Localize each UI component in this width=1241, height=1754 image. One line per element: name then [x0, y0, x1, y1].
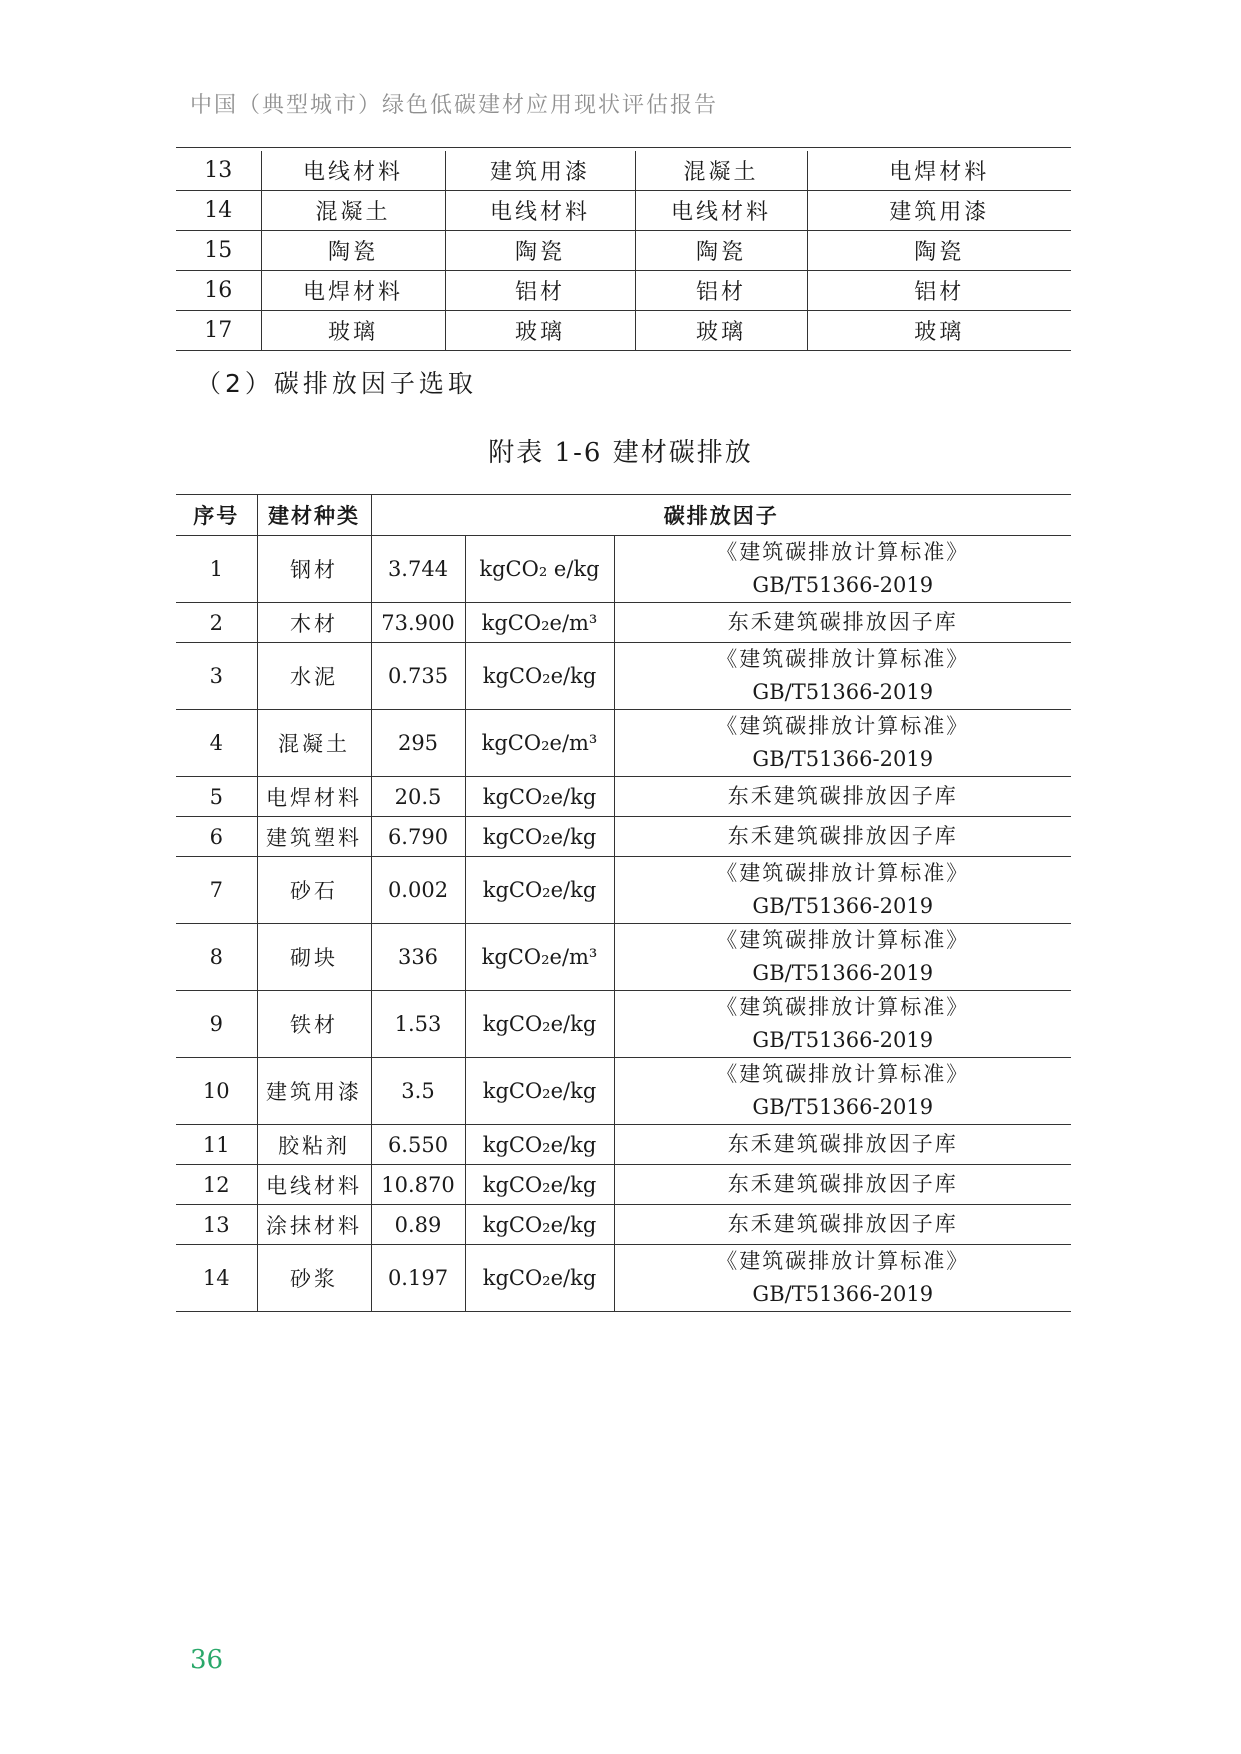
value-cell: 295 [371, 710, 465, 777]
source-cell [614, 1058, 1071, 1125]
source-standard-code: GB/T51366-2019 [752, 961, 934, 985]
header-factor: 碳排放因子 [371, 495, 1071, 536]
source-cell [614, 643, 1071, 710]
table-row [176, 536, 1071, 603]
unit-cell: kgCO₂e/m³ [465, 924, 614, 991]
source-name: 《建筑碳排放计算标准》 [716, 647, 970, 671]
source-name: 东禾建筑碳排放因子库 [727, 784, 958, 808]
value-cell: 1.53 [371, 991, 465, 1058]
unit-cell: kgCO₂e/kg [465, 1245, 614, 1312]
material-cell: 木材 [257, 603, 371, 643]
rank-cell: 17 [176, 311, 261, 351]
material-cell: 混凝土 [257, 710, 371, 777]
source-cell [614, 857, 1071, 924]
unit-cell: kgCO₂e/kg [465, 991, 614, 1058]
source-standard-code: GB/T51366-2019 [752, 1028, 934, 1052]
material-cell: 电焊材料 [807, 151, 1071, 191]
table-row [176, 1165, 1071, 1205]
source-name: 东禾建筑碳排放因子库 [727, 610, 958, 634]
table-row [176, 643, 1071, 710]
material-cell: 建筑用漆 [257, 1058, 371, 1125]
unit-cell: kgCO₂e/kg [465, 857, 614, 924]
table-row [176, 777, 1071, 817]
table-row [176, 151, 1071, 191]
unit-cell: kgCO₂e/kg [465, 1058, 614, 1125]
unit-cell: kgCO₂e/kg [465, 777, 614, 817]
table-row [176, 603, 1071, 643]
material-cell: 铝材 [635, 271, 807, 311]
material-cell: 玻璃 [445, 311, 635, 351]
value-cell: 10.870 [371, 1165, 465, 1205]
value-cell: 6.550 [371, 1125, 465, 1165]
source-cell [614, 817, 1071, 857]
source-standard-code: GB/T51366-2019 [752, 680, 934, 704]
source-name: 《建筑碳排放计算标准》 [716, 1249, 970, 1273]
unit-cell: kgCO₂e/kg [465, 1205, 614, 1245]
source-cell [614, 777, 1071, 817]
index-cell: 12 [176, 1165, 257, 1205]
table-row [176, 991, 1071, 1058]
index-cell: 8 [176, 924, 257, 991]
material-cell: 玻璃 [807, 311, 1071, 351]
page-number: 36 [190, 1645, 224, 1675]
material-cell: 涂抹材料 [257, 1205, 371, 1245]
material-cell: 电焊材料 [261, 271, 445, 311]
rank-cell: 14 [176, 191, 261, 231]
material-cell: 混凝土 [261, 191, 445, 231]
material-cell: 水泥 [257, 643, 371, 710]
material-cell: 胶粘剂 [257, 1125, 371, 1165]
material-cell: 砂浆 [257, 1245, 371, 1312]
material-cell: 陶瓷 [445, 231, 635, 271]
table-caption: 附表 1-6 建材碳排放 [488, 438, 753, 468]
material-ranking-table-continued [176, 151, 1071, 351]
running-header: 中国（典型城市）绿色低碳建材应用现状评估报告 [190, 93, 719, 118]
material-cell: 电线材料 [445, 191, 635, 231]
table-row [176, 271, 1071, 311]
table-row [176, 857, 1071, 924]
index-cell: 1 [176, 536, 257, 603]
value-cell: 3.5 [371, 1058, 465, 1125]
source-name: 《建筑碳排放计算标准》 [716, 861, 970, 885]
source-cell [614, 1125, 1071, 1165]
source-name: 东禾建筑碳排放因子库 [727, 1172, 958, 1196]
source-cell [614, 991, 1071, 1058]
material-cell: 电线材料 [257, 1165, 371, 1205]
unit-cell: kgCO₂e/kg [465, 643, 614, 710]
index-cell: 6 [176, 817, 257, 857]
index-cell: 9 [176, 991, 257, 1058]
section-subheading: （2）碳排放因子选取 [196, 369, 477, 398]
index-cell: 7 [176, 857, 257, 924]
source-cell [614, 1165, 1071, 1205]
source-name: 《建筑碳排放计算标准》 [716, 714, 970, 738]
value-cell: 6.790 [371, 817, 465, 857]
material-cell: 陶瓷 [635, 231, 807, 271]
material-cell: 建筑用漆 [445, 151, 635, 191]
source-standard-code: GB/T51366-2019 [752, 894, 934, 918]
table-row [176, 817, 1071, 857]
value-cell: 0.89 [371, 1205, 465, 1245]
source-name: 《建筑碳排放计算标准》 [716, 995, 970, 1019]
index-cell: 3 [176, 643, 257, 710]
value-cell: 0.197 [371, 1245, 465, 1312]
source-cell [614, 710, 1071, 777]
material-cell: 陶瓷 [807, 231, 1071, 271]
unit-cell: kgCO₂e/kg [465, 1125, 614, 1165]
material-cell: 钢材 [257, 536, 371, 603]
index-cell: 10 [176, 1058, 257, 1125]
table-row [176, 1245, 1071, 1312]
source-name: 《建筑碳排放计算标准》 [716, 928, 970, 952]
source-standard-code: GB/T51366-2019 [752, 747, 934, 771]
table-header-row [176, 495, 1071, 536]
unit-cell: kgCO₂e/m³ [465, 603, 614, 643]
material-cell: 砂石 [257, 857, 371, 924]
source-name: 《建筑碳排放计算标准》 [716, 540, 970, 564]
material-cell: 建筑塑料 [257, 817, 371, 857]
material-cell: 铁材 [257, 991, 371, 1058]
rank-cell: 13 [176, 151, 261, 191]
table-row [176, 311, 1071, 351]
value-cell: 20.5 [371, 777, 465, 817]
source-cell [614, 924, 1071, 991]
unit-cell: kgCO₂ e/kg [465, 536, 614, 603]
source-cell [614, 536, 1071, 603]
header-rule [176, 147, 1071, 148]
source-standard-code: GB/T51366-2019 [752, 573, 934, 597]
index-cell: 4 [176, 710, 257, 777]
value-cell: 73.900 [371, 603, 465, 643]
rank-cell: 15 [176, 231, 261, 271]
unit-cell: kgCO₂e/kg [465, 1165, 614, 1205]
unit-cell: kgCO₂e/kg [465, 817, 614, 857]
source-cell [614, 603, 1071, 643]
material-cell: 电线材料 [635, 191, 807, 231]
index-cell: 14 [176, 1245, 257, 1312]
carbon-emission-factor-table [176, 494, 1071, 1312]
table-row [176, 1125, 1071, 1165]
value-cell: 3.744 [371, 536, 465, 603]
index-cell: 11 [176, 1125, 257, 1165]
table-row [176, 924, 1071, 991]
index-cell: 2 [176, 603, 257, 643]
table-row [176, 231, 1071, 271]
material-cell: 铝材 [445, 271, 635, 311]
value-cell: 0.002 [371, 857, 465, 924]
table-row [176, 710, 1071, 777]
table-row [176, 1205, 1071, 1245]
material-cell: 混凝土 [635, 151, 807, 191]
material-cell: 电线材料 [261, 151, 445, 191]
value-cell: 0.735 [371, 643, 465, 710]
table-row [176, 1058, 1071, 1125]
index-cell: 13 [176, 1205, 257, 1245]
material-cell: 铝材 [807, 271, 1071, 311]
material-cell: 玻璃 [261, 311, 445, 351]
material-cell: 玻璃 [635, 311, 807, 351]
source-name: 东禾建筑碳排放因子库 [727, 824, 958, 848]
table-row [176, 191, 1071, 231]
value-cell: 336 [371, 924, 465, 991]
source-standard-code: GB/T51366-2019 [752, 1095, 934, 1119]
header-material: 建材种类 [257, 495, 371, 536]
source-name: 《建筑碳排放计算标准》 [716, 1062, 970, 1086]
material-cell: 陶瓷 [261, 231, 445, 271]
source-standard-code: GB/T51366-2019 [752, 1282, 934, 1306]
header-index: 序号 [176, 495, 257, 536]
material-cell: 电焊材料 [257, 777, 371, 817]
source-cell [614, 1205, 1071, 1245]
source-cell [614, 1245, 1071, 1312]
source-name: 东禾建筑碳排放因子库 [727, 1212, 958, 1236]
source-name: 东禾建筑碳排放因子库 [727, 1132, 958, 1156]
material-cell: 建筑用漆 [807, 191, 1071, 231]
unit-cell: kgCO₂e/m³ [465, 710, 614, 777]
index-cell: 5 [176, 777, 257, 817]
material-cell: 砌块 [257, 924, 371, 991]
rank-cell: 16 [176, 271, 261, 311]
